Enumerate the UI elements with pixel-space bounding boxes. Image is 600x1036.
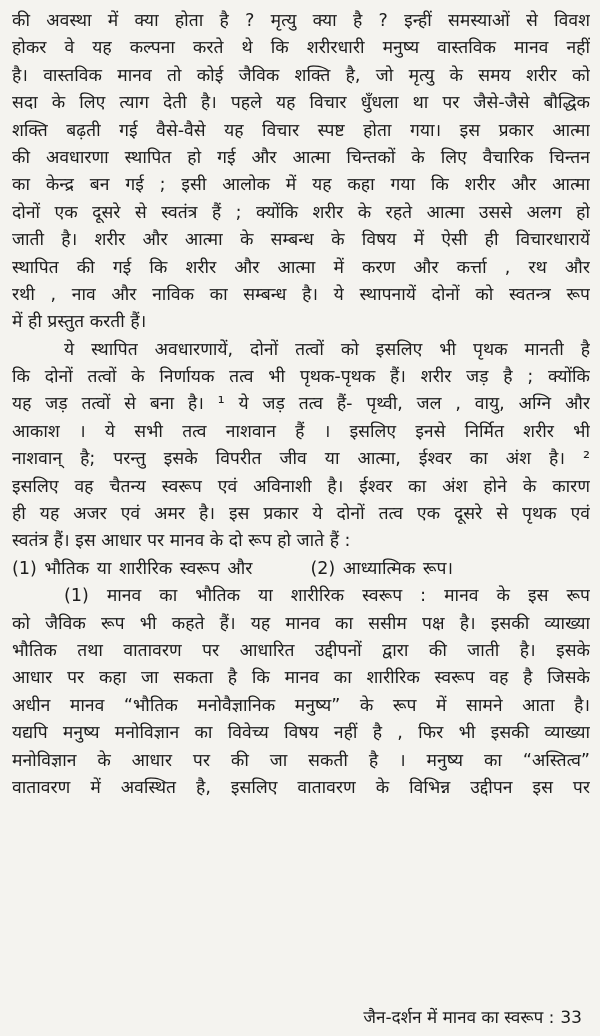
text-line: में ही प्रस्तुत करती हैं। <box>12 312 147 333</box>
text-line: होकर वे यह कल्पना करते थे कि शरीरधारी मनुष्य वास्तविक मानव नहीं <box>12 38 590 59</box>
text-line: यह जड़ तत्वों से बना है। ¹ ये जड़ तत्व हैं- पृथ्वी, जल , वायु, अग्नि और <box>12 394 590 415</box>
form-2-spiritual: (2) आध्यात्मिक रूप। <box>310 558 454 579</box>
text-line: शक्ति बढ़ती गई वैसे-वैसे यह विचार स्पष्ट होता गया। इस प्रकार आत्मा <box>12 120 590 141</box>
text-line: मनोविज्ञान के आधार पर की जा सकती है । मनुष्य का “अस्तित्व” <box>12 750 590 771</box>
page-number: 33 <box>560 1008 582 1028</box>
text-line: यद्यपि मनुष्य मनोविज्ञान का विवेच्य विषय नहीं है , फिर भी इसकी व्याख्या <box>12 723 590 744</box>
text-line: स्वतंत्र हैं। इस आधार पर मानव के दो रूप हो जाते हैं : <box>12 531 351 552</box>
paragraph-1 <box>12 8 590 337</box>
forms-list <box>12 556 590 583</box>
text-line: नाशवान् है; परन्तु इसके विपरीत जीव या आत्मा, ईश्वर का अंश है। ² <box>12 449 590 470</box>
text-line: है। वास्तविक मानव तो कोई जैविक शक्ति है, जो मृत्यु के समय शरीर को <box>12 65 590 86</box>
text-line: सदा के लिए त्याग देती है। पहले यह विचार धुँधला था पर जैसे-जैसे बौद्धिक <box>12 93 590 114</box>
text-line: आधार पर कहा जा सकता है कि मानव का शारीरिक स्वरूप वह है जिसके <box>12 668 590 689</box>
text-line: रथी , नाव और नाविक का सम्बन्ध है। ये स्थापनायें दोनों को स्वतन्त्र रूप <box>12 284 590 305</box>
running-footer <box>363 1005 582 1028</box>
form-1-physical: (1) भौतिक या शारीरिक स्वरूप और <box>12 558 253 579</box>
footer-title: जैन-दर्शन में मानव का स्वरूप : <box>363 1008 555 1028</box>
text-line: ये स्थापित अवधारणायें, दोनों तत्वों को इसलिए भी पृथक मानती है <box>64 339 590 360</box>
paragraph-3 <box>12 583 590 802</box>
text-line: स्थापित की गई कि शरीर और आत्मा में करण और कर्त्ता , रथ और <box>12 257 590 278</box>
text-line: का केन्द्र बन गई ; इसी आलोक में यह कहा गया कि शरीर और आत्मा <box>12 175 590 196</box>
paragraph-2 <box>12 337 590 556</box>
text-line: ही यह अजर एवं अमर है। इस प्रकार ये दोनों तत्व एक दूसरे से पृथक एवं <box>12 504 590 525</box>
text-line: की अवधारणा स्थापित हो गई और आत्मा चिन्तकों के लिए वैचारिक चिन्तन <box>12 147 590 168</box>
text-line: अधीन मानव “भौतिक मनोवैज्ञानिक मनुष्य” के रूप में सामने आता है। <box>12 695 590 716</box>
text-line: जाती है। शरीर और आत्मा के सम्बन्ध के विषय में ऐसी ही विचारधारायें <box>12 230 590 251</box>
text-line: (1) मानव का भौतिक या शारीरिक स्वरूप : मानव के इस रूप <box>64 586 590 607</box>
text-line: दोनों एक दूसरे से स्वतंत्र हैं ; क्योंकि शरीर के रहते आत्मा उससे अलग हो <box>12 202 590 223</box>
text-line: की अवस्था में क्या होता है ? मृत्यु क्या है ? इन्हीं समस्याओं से विवश <box>12 11 590 31</box>
text-line: भौतिक तथा वातावरण पर आधारित उद्दीपनों द्वारा की जाती है। इसके <box>12 640 590 661</box>
text-line: कि दोनों तत्वों के निर्णायक तत्व भी पृथक-पृथक हैं। शरीर जड़ है ; क्योंकि <box>12 367 590 388</box>
text-line: को जैविक रूप भी कहते हैं। यह मानव का ससीम पक्ष है। इसकी व्याख्या <box>12 613 590 634</box>
text-line: वातावरण में अवस्थित है, इसलिए वातावरण के विभिन्न उद्दीपन इस पर <box>12 777 590 798</box>
text-line: इसलिए वह चैतन्य स्वरूप एवं अविनाशी है। ईश्वर का अंश होने के कारण <box>12 476 590 497</box>
text-line: आकाश । ये सभी तत्व नाशवान हैं । इसलिए इनसे निर्मित शरीर भी <box>12 421 590 442</box>
